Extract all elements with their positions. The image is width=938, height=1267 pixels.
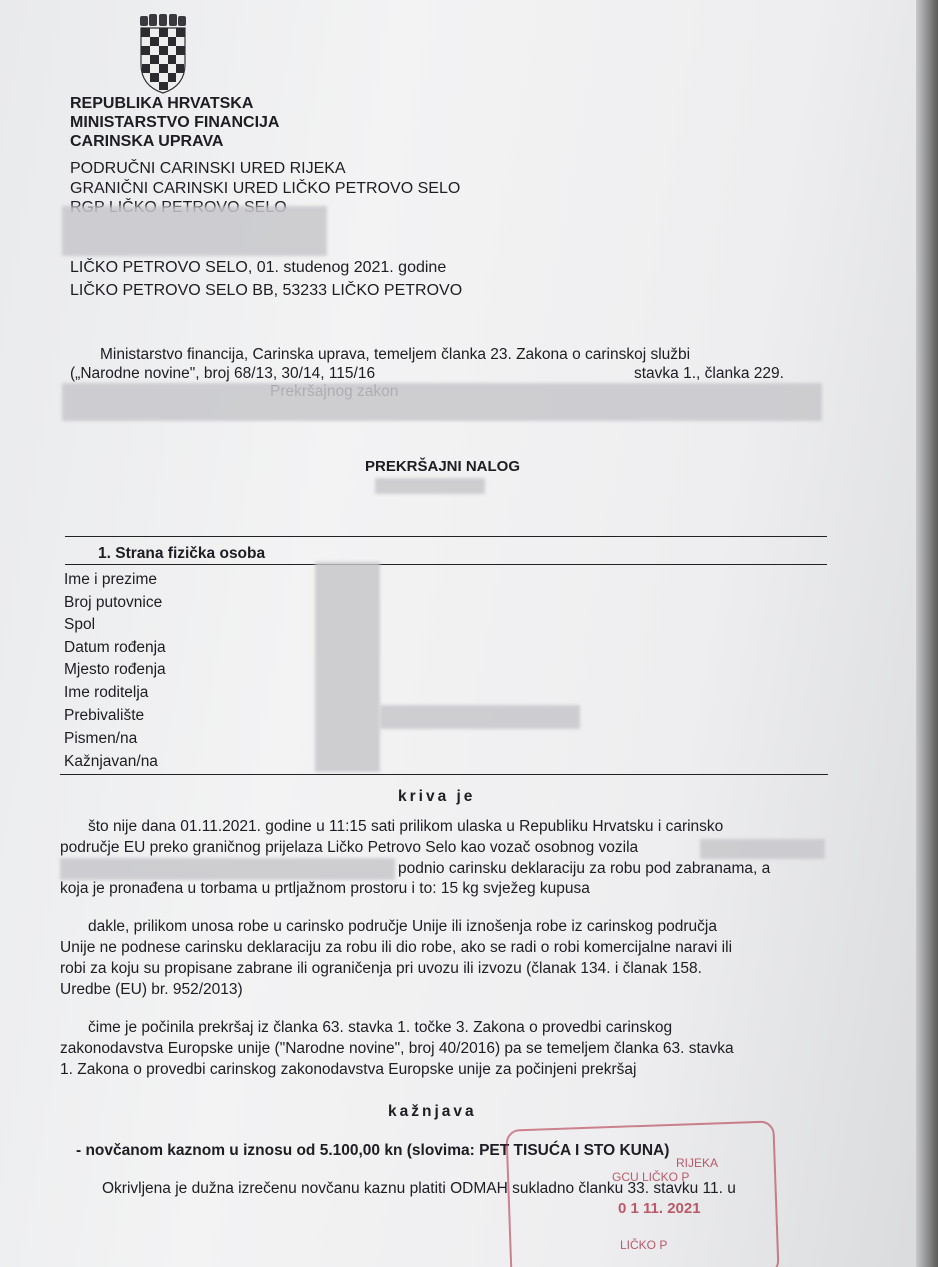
field-label: Kažnjavan/na xyxy=(64,753,158,770)
intro-line-2-right: stavka 1., članka 229. xyxy=(634,365,784,382)
page-edge-shadow xyxy=(916,0,938,1267)
intro-line-2-left: („Narodne novine", broj 68/13, 30/14, 115/16 xyxy=(70,365,376,382)
stamp-place: LIČKO P xyxy=(620,1238,668,1252)
payment-instruction-line: Okrivljena je dužna izrečenu novčanu kaznu platiti ODMAH sukladno članku 33. stavku 11. u xyxy=(102,1180,736,1197)
header-authority: CARINSKA UPRAVA xyxy=(70,133,224,150)
field-label: Datum rođenja xyxy=(64,639,166,656)
para1-line-3: podnio carinsku deklaraciju za robu pod zabranama, a xyxy=(398,860,771,877)
stamp-text: GCU LIČKO P xyxy=(612,1170,690,1184)
divider xyxy=(65,536,827,537)
para1-line-1: što nije dana 01.11.2021. godine u 11:15 sati prilikom ulaska u Republiku Hrvatsku i carinsko xyxy=(88,818,724,835)
field-label: Ime roditelja xyxy=(64,684,149,701)
para2-line-2: Unije ne podnese carinsku deklaraciju za robu ili dio robe, ako se radi o robi komercijalne naravi ili xyxy=(60,939,733,956)
intro-line-1: Ministarstvo financija, Carinska uprava, temeljem članka 23. Zakona o carinskoj službi xyxy=(100,346,691,363)
field-label: Broj putovnice xyxy=(64,594,163,611)
para2-line-4: Uredbe (EU) br. 952/2013) xyxy=(60,981,243,998)
stamp-text: RIJEKA xyxy=(676,1156,719,1170)
document-title: PREKRŠAJNI NALOG xyxy=(365,458,521,475)
para2-line-1: dakle, prilikom unosa robe u carinsko područje Unije ili iznošenja robe iz carinskog područja xyxy=(88,918,717,935)
para3-line-3: 1. Zakona o provedbi carinskog zakonodavstva Europske unije za počinjeni prekršaj xyxy=(60,1061,637,1078)
header-address-line: LIČKO PETROVO SELO BB, 53233 LIČKO PETROVO xyxy=(70,282,463,299)
redacted-block xyxy=(700,839,825,859)
header-office-border: GRANIČNI CARINSKI URED LIČKO PETROVO SELO xyxy=(70,180,461,197)
para1-line-4: koja je pronađena u torbama u prtljažnom prostoru i to: 15 kg svježeg kupusa xyxy=(60,880,590,897)
stamp-date: 0 1 11. 2021 xyxy=(618,1200,701,1217)
field-label: Spol xyxy=(64,616,96,633)
para3-line-1: čime je počinila prekršaj iz članka 63. stavka 1. točke 3. Zakona o provedbi carinskog xyxy=(88,1019,673,1036)
redacted-block xyxy=(375,478,485,494)
para3-line-2: zakonodavstva Europske unije ("Narodne novine", broj 40/2016) pa se temeljem članka 63. stavka xyxy=(60,1040,734,1057)
para1-line-2: područje EU preko graničnog prijelaza Ličko Petrovo Selo kao vozač osobnog vozila xyxy=(60,839,639,856)
header-ministry: MINISTARSTVO FINANCIJA xyxy=(70,114,280,131)
header-country: REPUBLIKA HRVATSKA xyxy=(70,95,254,112)
field-label: Mjesto rođenja xyxy=(64,661,166,678)
field-label: Prebivalište xyxy=(64,707,145,724)
redacted-block xyxy=(62,383,822,421)
coat-of-arms-icon xyxy=(138,14,188,94)
field-label: Ime i prezime xyxy=(64,571,158,588)
section-heading: 1. Strana fizička osoba xyxy=(98,545,266,562)
header-office-regional: PODRUČNI CARINSKI URED RIJEKA xyxy=(70,160,346,177)
redacted-block xyxy=(62,206,327,256)
header-date-line: LIČKO PETROVO SELO, 01. studenog 2021. godine xyxy=(70,259,447,276)
divider xyxy=(65,564,827,565)
guilty-heading: kriva je xyxy=(398,788,476,805)
para2-line-3: robi za koju su propisane zabrane ili ograničenja pri uvozu ili izvozu (članak 134. i članak 158. xyxy=(60,960,702,977)
redacted-block xyxy=(380,705,580,729)
field-label: Pismen/na xyxy=(64,730,138,747)
penalty-amount-line: - novčanom kaznom u iznosu od 5.100,00 kn (slovima: PET TISUĆA I STO KUNA) xyxy=(76,1142,670,1159)
redacted-block xyxy=(315,562,380,772)
penalty-heading: kažnjava xyxy=(388,1103,477,1120)
redacted-block xyxy=(60,858,395,880)
divider xyxy=(60,774,828,775)
